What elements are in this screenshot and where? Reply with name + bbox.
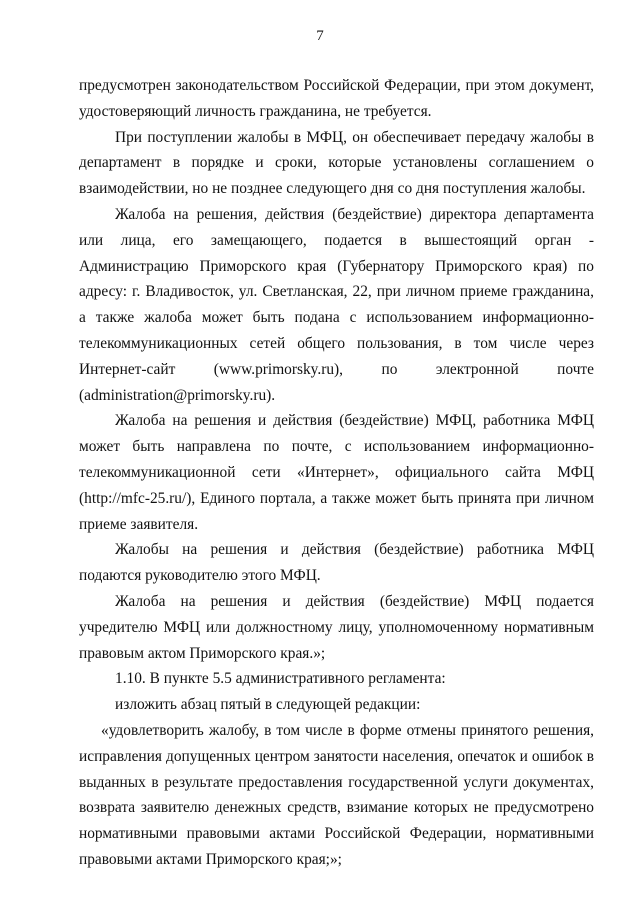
page-number: 7 bbox=[316, 28, 324, 44]
paragraph-continuation: предусмотрен законодательством Российской Федерации, при этом документ, удостоверяющий личность гражданина, не требуется. bbox=[79, 77, 594, 120]
paragraph-mfc-complaint: Жалоба на решения и действия (бездействие) МФЦ, работника МФЦ может быть направлена по почте, с использованием информационно-телекоммуникационной сети «Интернет», официального сайта МФЦ (http://mfc-25.ru/), Единого портала, а также может быть принята при личном приеме заявителя. bbox=[79, 412, 594, 533]
paragraph-new-wording: «удовлетворить жалобу, в том числе в форме отмены принятого решения, исправления допущенных центром занятости населения, опечаток и ошибок в выданных в результате предоставления государственной услуги документах, возврата заявителю денежных средств, взимание которых не предусмотрено нормативными правовыми актами Российской Федерации, нормативными правовыми актами Приморского края;»; bbox=[79, 721, 594, 868]
paragraph-instruction: изложить абзац пятый в следующей редакции: bbox=[115, 696, 421, 714]
document-body bbox=[79, 73, 594, 873]
paragraph-director-complaint: Жалоба на решения, действия (бездействие) директора департамента или лица, его замещающего, подается в вышестоящий орган - Администрацию Приморского края (Губернатору Приморского края) по адресу: г. Владивосток, ул. Светланская, 22, при личном приеме гражданина, а также жалоба может быть подана с использованием информационно-телекоммуникационных сетей общего пользования, в том числе через Интернет-сайт (www.primorsky.ru), по электронной почте (administration@primorsky.ru). bbox=[79, 205, 594, 404]
paragraph-employee-complaint: Жалобы на решения и действия (бездействие) работника МФЦ подаются руководителю этого МФЦ. bbox=[79, 541, 594, 585]
paragraph-mfc-transfer: При поступлении жалобы в МФЦ, он обеспечивает передачу жалобы в департамент в порядке и сроки, которые установлены соглашением о взаимодействии, но не позднее следующего дня со дня поступления жалобы. bbox=[79, 128, 594, 198]
paragraph-founder-complaint: Жалоба на решения и действия (бездействие) МФЦ подается учредителю МФЦ или должностному лицу, уполномоченному нормативным правовым актом Приморского края.»; bbox=[79, 592, 594, 662]
paragraph-item-1-10: 1.10. В пункте 5.5 административного регламента: bbox=[115, 670, 446, 688]
